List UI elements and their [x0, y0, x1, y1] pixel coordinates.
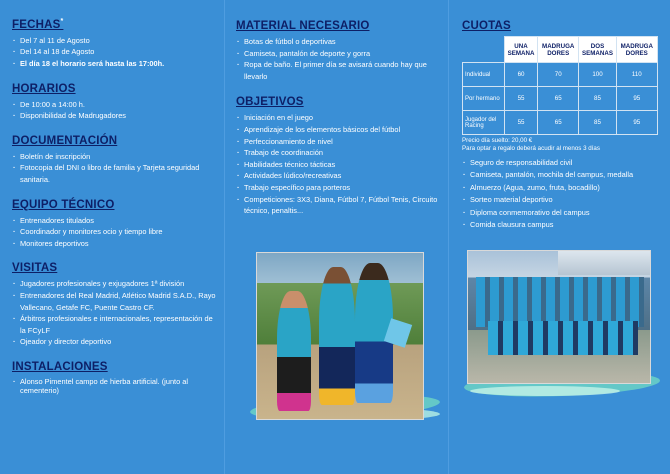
objetivos-section	[236, 96, 440, 216]
instalaciones-section	[12, 361, 216, 395]
fechas-item-1: · Del 7 al 11 de Agosto	[12, 35, 216, 47]
documentacion-item-1: · Boletín de inscripción	[12, 151, 216, 163]
table-cell: 60	[505, 63, 538, 87]
visitas-section	[12, 262, 216, 348]
fechas-item-2: · Del 14 al 18 de Agosto	[12, 46, 216, 58]
photo-roof	[558, 251, 651, 275]
table-header: UNA SEMANA	[505, 37, 538, 63]
cuotas-note-1: Precio día suelto: 20,00 €	[462, 137, 533, 144]
table-cell: 100	[579, 63, 616, 87]
visitas-item-4: · Ojeador y director deportivo	[12, 336, 216, 348]
table-cell: 95	[616, 87, 657, 111]
cuotas-includes-list	[462, 157, 664, 231]
objetivos-item-8: · Competiciones: 3X3, Diana, Fútbol 7, Fútbol Tenis, Circuito técnico, penaltis...	[236, 194, 440, 217]
table-cell: 65	[538, 111, 579, 135]
material-item-1: · Botas de fútbol o deportivas	[236, 36, 440, 48]
visitas-item-2: · Entrenadores del Real Madrid, Atlético Madrid S.A.D., Rayo Vallecano, Getafe FC, Puente Castro CF.	[12, 290, 216, 313]
objetivos-item-2: · Aprendizaje de los elementos básicos del fútbol	[236, 124, 440, 136]
equipo-list	[12, 215, 216, 250]
table-row	[463, 111, 658, 135]
table-cell: 110	[616, 63, 657, 87]
equipo-item-2: · Coordinador y monitores ocio y tiempo libre	[12, 226, 216, 238]
instalaciones-heading: INSTALACIONES	[12, 360, 108, 373]
material-item-3: · Ropa de baño. El primer día se avisará cuando hay que llevarlo	[236, 59, 440, 82]
row-label: Jugador del Racing	[463, 111, 505, 135]
horarios-item-1: · De 10:00 a 14:00 h.	[12, 99, 216, 111]
equipo-heading: EQUIPO TÉCNICO	[12, 198, 115, 211]
objetivos-item-1: · Iniciación en el juego	[236, 112, 440, 124]
cuotas-header-row	[463, 37, 658, 63]
instalaciones-list	[12, 377, 216, 395]
fechas-list	[12, 35, 216, 70]
visitas-item-3: · Árbitros profesionales e internacionales, representación de la FCyLF	[12, 313, 216, 336]
table-cell: 85	[579, 87, 616, 111]
cuotas-heading: CUOTAS	[462, 20, 511, 32]
table-cell: 70	[538, 63, 579, 87]
table-cell: 55	[505, 111, 538, 135]
cuotas-table	[462, 36, 658, 135]
cuotas-item-1: · Seguro de responsabilidad civil	[462, 157, 664, 169]
table-cell: 85	[579, 111, 616, 135]
table-corner	[463, 37, 505, 63]
objetivos-list	[236, 112, 440, 216]
objetivos-item-6: · Actividades lúdico/recreativas	[236, 170, 440, 182]
table-cell: 65	[538, 87, 579, 111]
photo-bleachers	[476, 277, 644, 327]
table-header: MADRUGA DORES	[538, 37, 579, 63]
visitas-item-1: · Jugadores profesionales y exjugadores 1ª división	[12, 278, 216, 290]
brush-stroke-4	[470, 386, 620, 396]
left-panel	[0, 0, 224, 474]
cuotas-item-6: · Comida clausura campus	[462, 219, 664, 231]
photo-figure-2	[319, 267, 355, 405]
photo-front-row	[488, 321, 638, 355]
fechas-section	[12, 18, 216, 70]
objetivos-item-4: · Trabajo de coordinación	[236, 147, 440, 159]
visitas-heading: VISITAS	[12, 262, 58, 275]
table-cell: 95	[616, 111, 657, 135]
table-header: MADRUGA DORES	[616, 37, 657, 63]
cuotas-item-4: · Sorteo material deportivo	[462, 194, 664, 206]
cuotas-item-5: · Diploma conmemorativo del campus	[462, 207, 664, 219]
horarios-list	[12, 99, 216, 122]
horarios-section	[12, 83, 216, 122]
row-label: Individual	[463, 63, 505, 87]
table-header: DOS SEMANAS	[579, 37, 616, 63]
row-label: Por hermano	[463, 87, 505, 111]
horarios-item-2: · Disponibilidad de Madrugadores	[12, 110, 216, 122]
documentacion-section	[12, 135, 216, 186]
table-row	[463, 87, 658, 111]
cuotas-note	[462, 137, 664, 153]
table-row	[463, 63, 658, 87]
equipo-section	[12, 199, 216, 250]
equipo-item-3: · Monitores deportivos	[12, 238, 216, 250]
visitas-list	[12, 278, 216, 348]
material-section	[236, 20, 440, 82]
horarios-heading: HORARIOS	[12, 82, 76, 95]
fechas-highlight: · El día 18 el horario será hasta las 17:00h.	[12, 58, 216, 70]
group-photo	[467, 250, 651, 384]
objetivos-item-7: · Trabajo específico para porteros	[236, 182, 440, 194]
objetivos-heading: OBJETIVOS	[236, 96, 304, 109]
kids-soccer-photo	[256, 252, 424, 420]
material-list	[236, 36, 440, 82]
instalaciones-item-1: · Alonso Pimentel campo de hierba artificial. (junto al cementerio)	[12, 377, 216, 395]
fechas-mark: *	[60, 18, 64, 25]
cuotas-note-2: Para optar a regalo deberá acudir al menos 3 días	[462, 145, 600, 152]
table-cell: 55	[505, 87, 538, 111]
cuotas-item-2: · Camiseta, pantalón, mochila del campus, medalla	[462, 169, 664, 181]
objetivos-item-3: · Perfeccionamiento de nivel	[236, 136, 440, 148]
fechas-heading: FECHAS*	[12, 18, 64, 31]
documentacion-item-2: · Fotocopia del DNI o libro de familia y Tarjeta seguridad sanitaria.	[12, 162, 216, 185]
equipo-item-1: · Entrenadores titulados	[12, 215, 216, 227]
cuotas-item-3: · Almuerzo (Agua, zumo, fruta, bocadillo)	[462, 182, 664, 194]
material-item-2: · Camiseta, pantalón de deporte y gorra	[236, 48, 440, 60]
photo-figure-1	[277, 291, 311, 411]
documentacion-heading: DOCUMENTACIÓN	[12, 134, 118, 147]
documentacion-list	[12, 151, 216, 186]
material-heading: MATERIAL NECESARIO	[236, 20, 370, 32]
objetivos-item-5: · Habilidades técnico tácticas	[236, 159, 440, 171]
right-panel	[448, 0, 670, 474]
